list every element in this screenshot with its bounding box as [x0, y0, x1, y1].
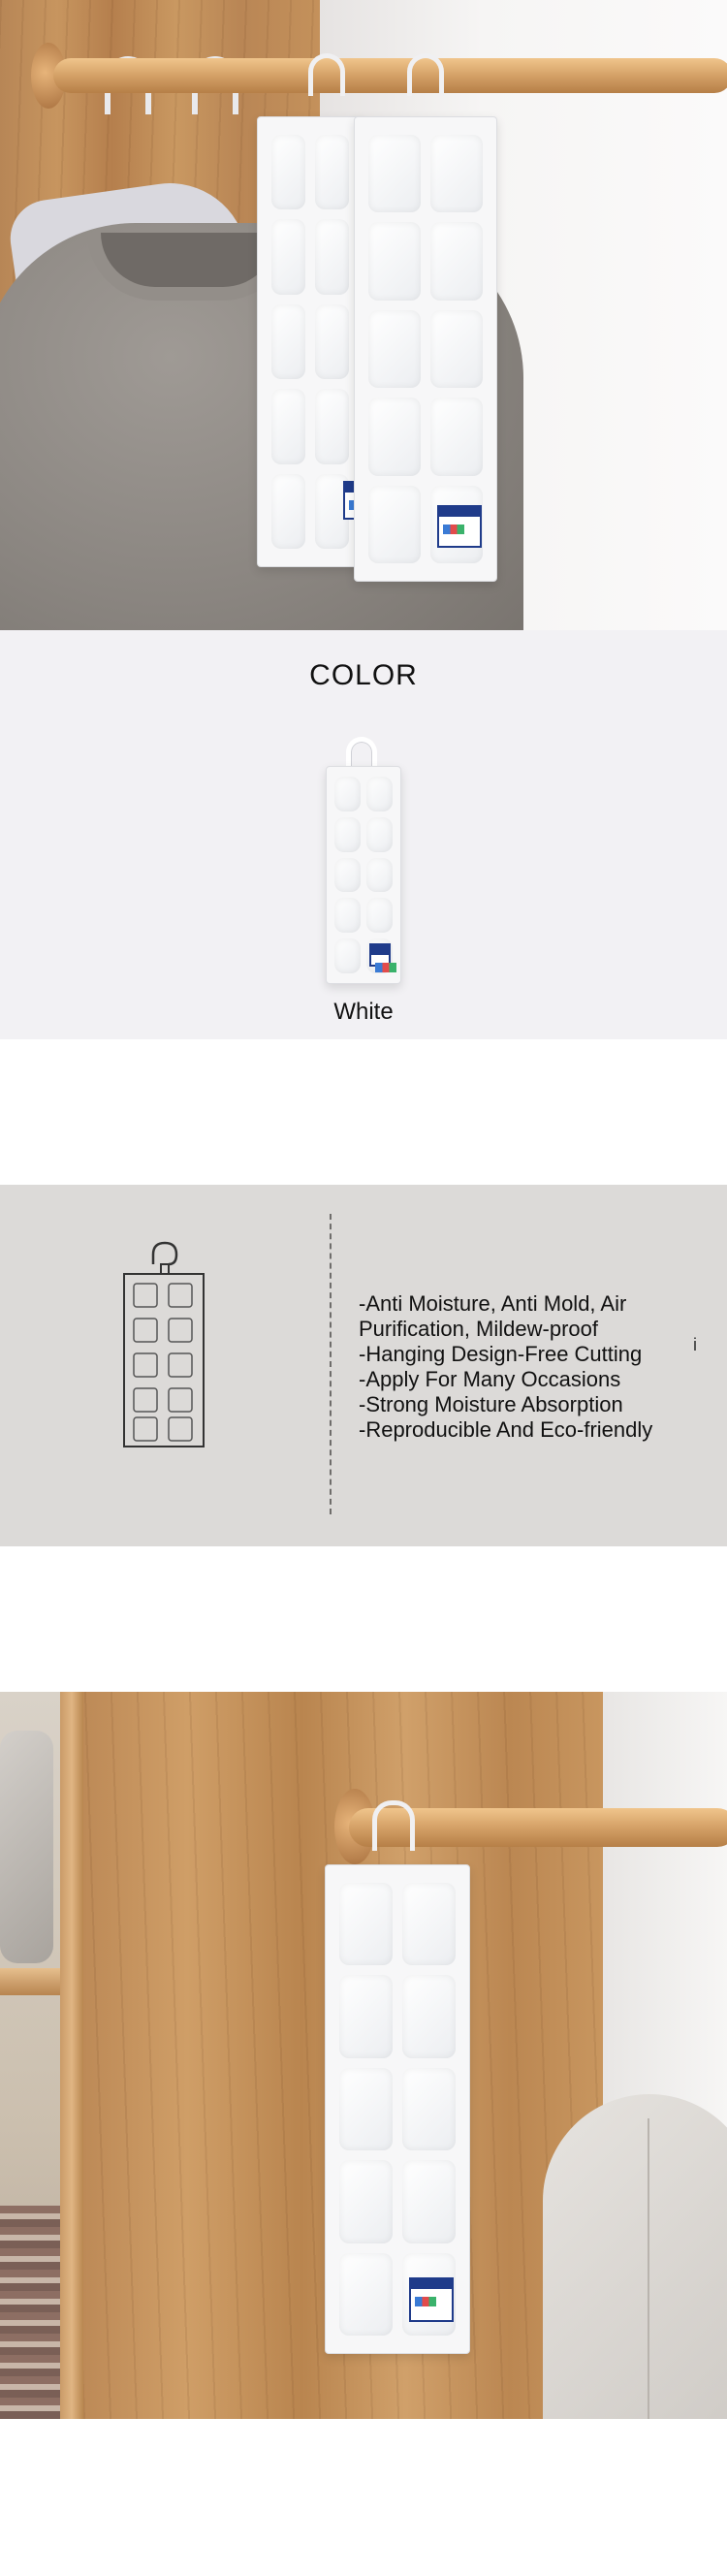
- color-swatch-white[interactable]: [326, 766, 401, 984]
- side-mark: i: [693, 1335, 697, 1354]
- stored-bag: [0, 1731, 53, 1963]
- feature-item: -Apply For Many Occasions: [359, 1367, 621, 1391]
- feature-item: -Strong Moisture Absorption: [359, 1392, 623, 1416]
- feature-item: -Hanging Design-Free Cutting: [359, 1342, 643, 1366]
- hero-photo: [0, 0, 727, 630]
- packet-hook-icon: [308, 53, 345, 96]
- feature-item: -Reproducible And Eco-friendly: [359, 1417, 653, 1442]
- packet-hook-icon: [372, 1800, 415, 1851]
- packet-label: [437, 505, 482, 548]
- hanging-dehumidifier-outline-icon: [116, 1214, 213, 1451]
- clothes-rod: [53, 58, 727, 93]
- packet-label: [369, 943, 391, 967]
- dashed-divider: [330, 1214, 332, 1514]
- packet-label: [409, 2277, 454, 2322]
- usage-photo: [0, 1692, 727, 2419]
- color-option-label: White: [333, 999, 394, 1025]
- color-section: [0, 630, 727, 1039]
- dehumidifier-packet: [257, 116, 364, 567]
- features-section: [0, 1185, 727, 1546]
- woven-basket: [0, 2206, 60, 2419]
- dehumidifier-packet: [354, 116, 497, 582]
- feature-item: -Anti Moisture, Anti Mold, Air: [359, 1291, 627, 1316]
- shelf-post: [60, 1692, 83, 2419]
- hanging-cardigan: [543, 2094, 727, 2419]
- feature-list: [359, 1291, 708, 1443]
- shelf-board: [0, 1968, 68, 1995]
- packet-hook-icon: [407, 53, 444, 96]
- feature-item: Purification, Mildew-proof: [359, 1317, 598, 1341]
- color-title: COLOR: [309, 659, 418, 691]
- cardigan-seam: [648, 2118, 649, 2419]
- dehumidifier-packet: [325, 1864, 470, 2354]
